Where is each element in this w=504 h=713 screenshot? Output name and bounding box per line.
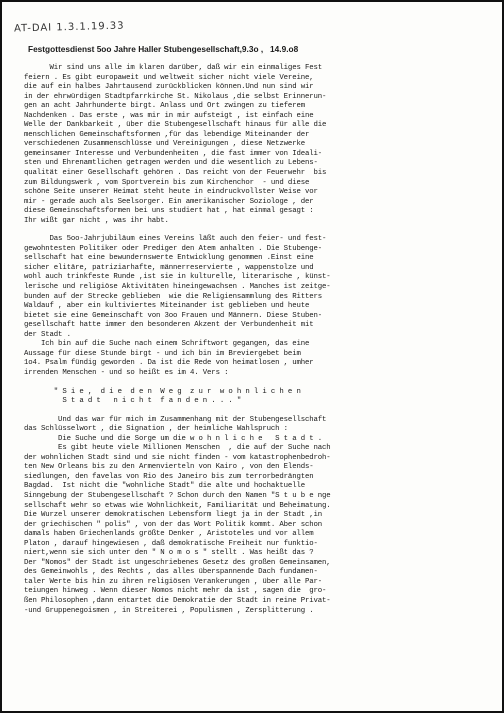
text-line: teiungen hinweg . Wenn dieser Nomos nicht mehr da ist , sagen die gro- (24, 587, 327, 596)
text-line: die auf ein halbes Jahrtausend zurückblicken können.Und nun sind wir (24, 83, 314, 92)
text-line: zum Bildungswerk , vom Sportverein bis zum Kirchenchor - und diese (24, 178, 310, 187)
text-line: das Schlüsselwort , die Signation , der heimliche Wahlspruch : (24, 425, 288, 434)
text-line: Aussage für diese Stunde birgt - und ich bin im Breviergebet beim (24, 349, 301, 358)
text-line: Sinngebung der Stubengesellschaft ? Schon durch den Namen "S t u b e nge (24, 491, 331, 500)
text-line: lerische und religiöse Aktivitäten hineingewachsen . Manches ist zeitge- (24, 283, 331, 292)
text-line: gesellschaft hatte immer den besonderen Akzent der Verbundenheit mit (24, 321, 314, 330)
text-line: mir - gerade auch als Seelsorger. Ein amerikanischer Soziologe , der (24, 197, 314, 206)
text-line: ten New Orleans bis zu den Armenvierteln von Kairo , von den Elends- (24, 463, 314, 472)
text-line: wohl auch trinkfeste Runde ,ist sie in kulturelle, literarische , künst- (24, 273, 331, 282)
text-line: Platon , darauf hingewiesen , daß demokratische Freiheit nur funktio- (24, 539, 318, 548)
text-line: sten und Ehrenamtlichen getragen werden und die wesentlich zu Lebens- (24, 159, 318, 168)
document-heading: Festgottesdienst 5oo Jahre Haller Stubengesellschaft,9.3o , 14.9.o8 (28, 44, 299, 54)
text-line: Bagdad. Ist nicht die "wohnliche Stadt" die alte und hochaktuelle (24, 482, 305, 491)
text-line: Das 5oo-Jahrjubiläum eines Vereins läßt auch den feier- und fest- (24, 235, 327, 244)
text-line: Und das war für mich im Zusammenhang mit der Stubengesellschaft (24, 415, 327, 424)
paragraph-2 (24, 235, 492, 378)
text-line: taler Werte bis hin zu ihren religiösen Verankerungen , über alle Par- (24, 577, 322, 586)
text-line: -und Gruppenegoismen , in Streiterei , Populismen , Zersplitterung . (24, 606, 314, 615)
text-line: Welle der Dankbarkeit , über die Stubengesellschaft hinaus für alle die (24, 121, 327, 130)
text-line: menschlichen Gemeinschaftsformen ,für das lebendige Miteinander der (24, 130, 310, 139)
text-line: gewohntesten Politiker oder Prediger den Atem anhalten . Die Stubenge- (24, 244, 322, 253)
text-line: Waldauf , aber ein kultiviertes Miteinander ist geblieben und heute (24, 302, 310, 311)
text-line: der wohnlichen Stadt sind und sie nicht finden - vom katastrophenbedroh- (24, 453, 331, 462)
text-line: verschiedenen Zusammenschlüsse und Vereinigungen , diese Netzwerke (24, 140, 305, 149)
text-line: Die Suche und die Sorge um die w o h n l i c h e S t a d t . (24, 434, 322, 443)
text-line: in der ehrwürdigen Stadtpfarrkirche St. Nikolaus ,die selbst Erinnerun- (24, 92, 327, 101)
paragraph-gap (24, 407, 492, 416)
text-line: " S i e , d i e d e n W e g z u r w o h n l i c h e n (24, 387, 301, 396)
text-line: sellschaft hat eine bewundernswerte Entwicklung genommen .Einst eine (24, 254, 314, 263)
text-line: Wir sind uns alle im klaren darüber, daß wir ein einmaliges Fest (24, 64, 322, 72)
text-line: der griechischen " polis" , von der das Wort Politik kommt. Aber schon (24, 520, 322, 529)
text-line: ßen Philosophen ,dann entartet die Demokratie der Stadt in reine Privat- (24, 596, 331, 605)
text-line: gen an acht Jahrhunderte birgt. Anlass und Ort zwingen zu tieferem (24, 102, 305, 111)
text-line: damals haben Griechenlands größte Denker , Aristoteles und vor allem (24, 530, 314, 539)
paragraph-1 (24, 64, 492, 226)
text-line: S t a d t n i c h t f a n d e n . . . " (24, 397, 242, 406)
text-line: feiern . Es gibt europaweit und weltweit sicher nicht viele Vereine, (24, 73, 314, 82)
text-line: bietet sie eine Gemeinschaft von 3oo Frauen und Männern. Diese Stuben- (24, 311, 322, 320)
text-line: bunden auf der Strecke geblieben wie die Religiensammlung des Ritters (24, 292, 322, 301)
psalm-quote (24, 388, 492, 407)
paragraph-gap (24, 226, 492, 235)
text-line: der Stadt . (24, 330, 71, 339)
text-line: Die Wurzel unserer demokratischen Lebensform liegt ja in der Stadt ,in (24, 511, 322, 520)
text-line: siedlungen, den favelas von Rio des Janeiro bis zum terrorbedrängten (24, 472, 314, 481)
paragraph-gap (24, 379, 492, 388)
text-line: irrenden Menschen - und so heißt es im 4. Vers : (24, 368, 229, 377)
text-line: Ihr wißt gar nicht , was ihr habt. (24, 216, 169, 225)
text-line: des Gemeinwohls , des Rechts , das alles überspannende Dach fundamen- (24, 568, 318, 577)
text-line: sellschaft wehr so etwas wie Wohnlichkeit, Familiarität und Beheimatung. (24, 501, 331, 510)
document-body (24, 64, 492, 616)
text-line: gemeinsamer Interesse und Verbundenheiten , die fast immer von Ideali- (24, 149, 322, 158)
text-line: diese Gemeinschaftsformen bei uns studiert hat , hat einmal gesagt : (24, 207, 314, 216)
text-line: qualität einer Gesellschaft gehören . Das reicht von der Feuerwehr bis (24, 169, 327, 178)
archive-stamp: AT-DAI 1.3.1.19.33 (13, 20, 125, 35)
text-line: niert,wenn sie sich unter den " N o m o s " stellt . Was heißt das ? (24, 549, 314, 558)
text-line: Nachdenken . Das erste , was mir in mir aufsteigt , ist einfach eine (24, 111, 314, 120)
text-line: sicher elitäre, patriziarhafte, männerreservierte , wappenstolze und (24, 263, 314, 272)
text-line: schöne Seite unserer Heimat steht heute in eindruckvollster Weise vor (24, 188, 318, 197)
text-line: Ich bin auf die Suche nach einem Schriftwort gegangen, das eine (24, 340, 310, 349)
text-line: Es gibt heute viele Millionen Menschen , die auf der Suche nach (24, 444, 331, 453)
paragraph-3 (24, 416, 492, 616)
text-line: 1o4. Psalm fündig geworden . Da ist die Rede von heimatlosen , umher (24, 359, 314, 368)
text-line: Der "Nomos" der Stadt ist ungeschriebenes Gesetz des großen Gemeinsamen, (24, 558, 331, 567)
